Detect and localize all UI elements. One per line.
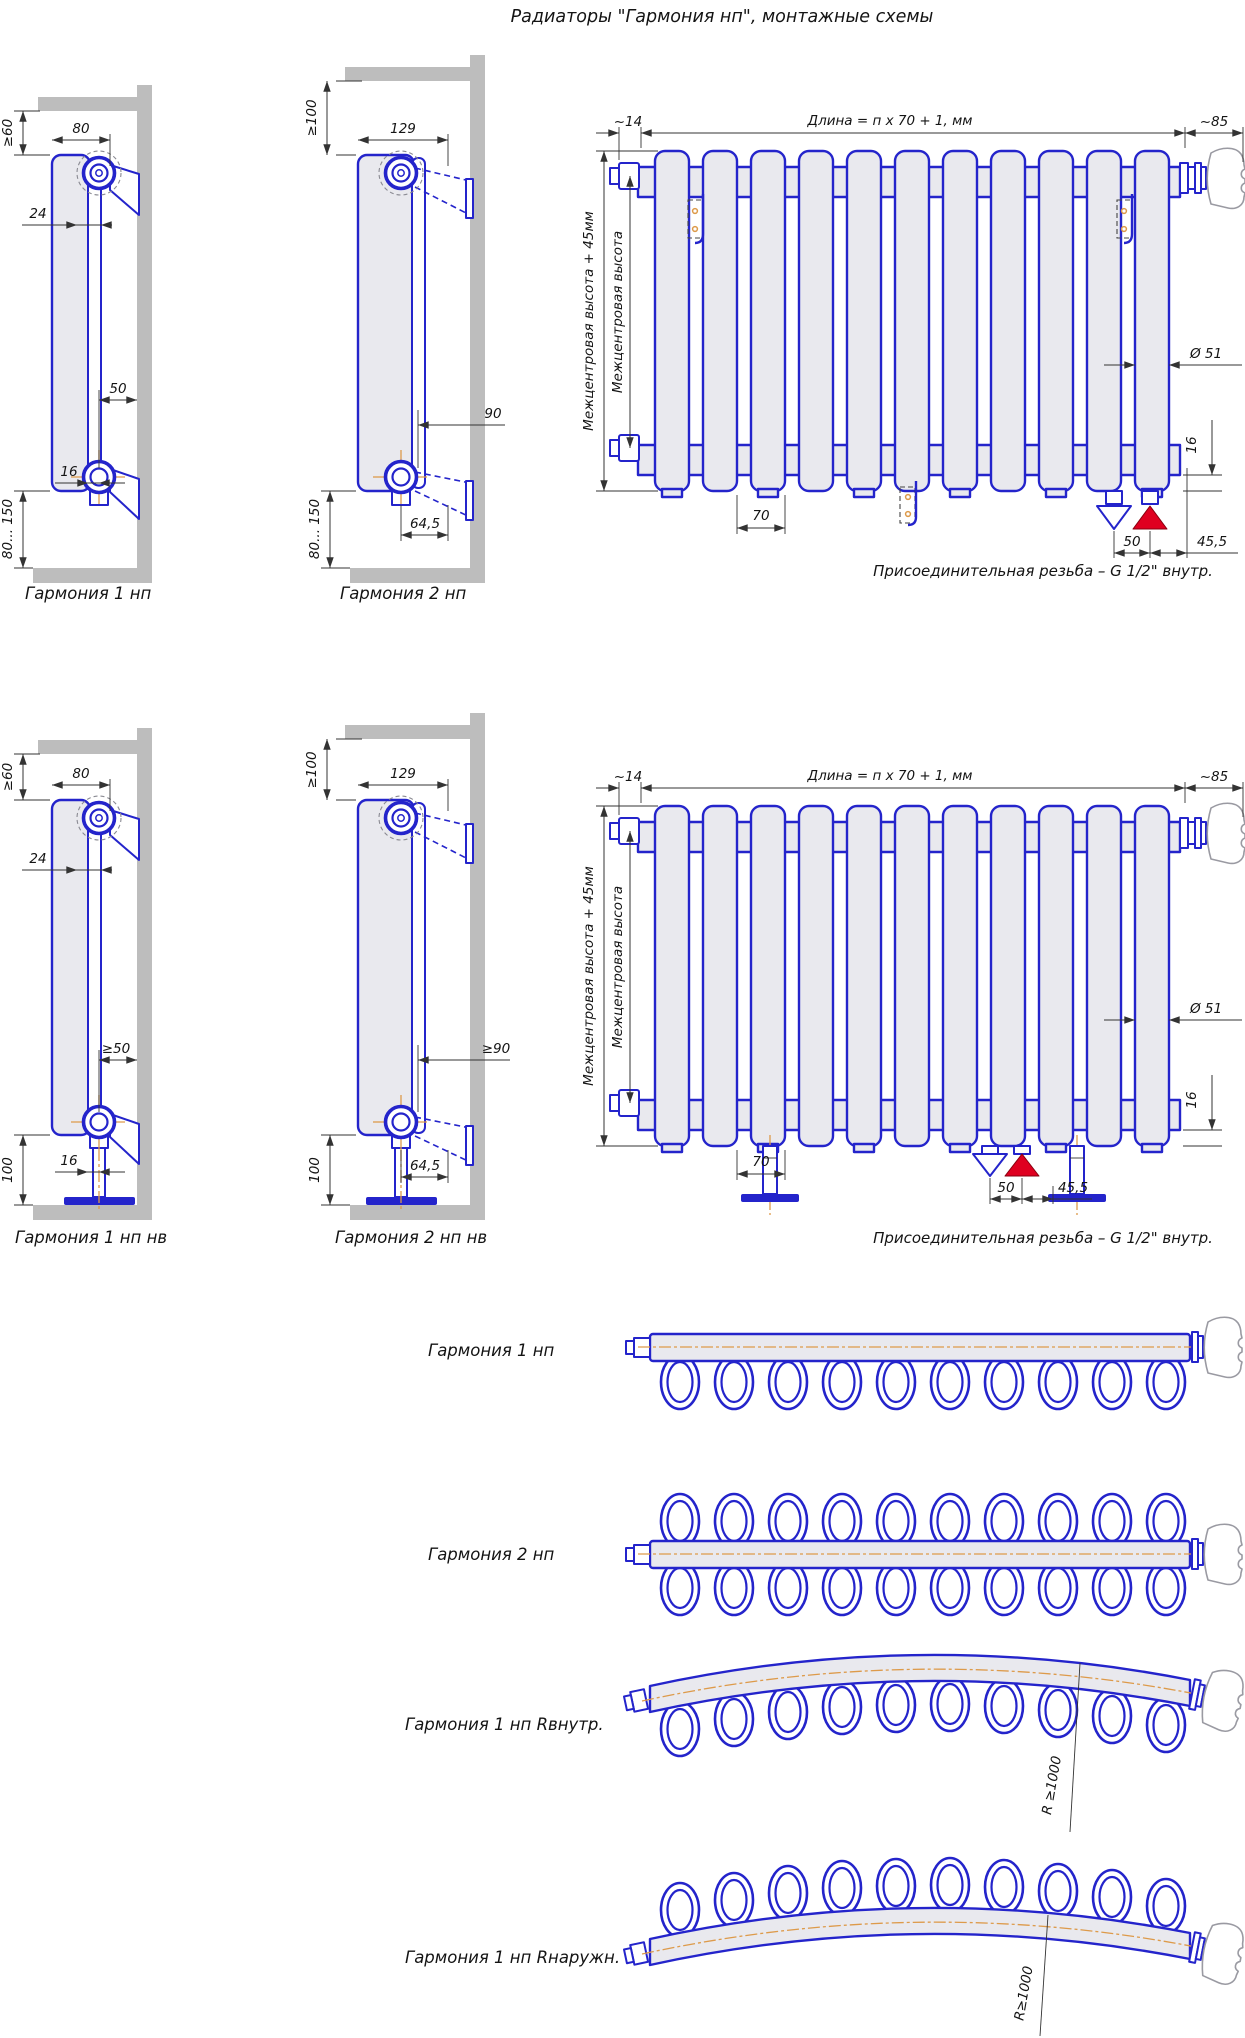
front-leg-icon xyxy=(741,1135,799,1215)
view-label: Гармония 1 нп Rвнутр. xyxy=(405,1715,604,1734)
side-view-harmony-1 xyxy=(0,85,152,603)
dim-section-pitch: 70 xyxy=(752,508,770,524)
dim-pipe-wall-gap: 90 xyxy=(484,406,502,422)
dim-depth: 16 xyxy=(1184,436,1200,454)
inlet-stub xyxy=(982,1146,998,1154)
top-valve-icon xyxy=(77,151,121,195)
end-plug xyxy=(623,1689,648,1713)
ceiling-surface xyxy=(38,97,137,111)
dim-radius: R≥1000 xyxy=(1011,1964,1037,2022)
dim-tube-offset: 24 xyxy=(29,851,47,867)
front-view-floor xyxy=(581,768,1245,1247)
radiator-body xyxy=(52,800,90,1135)
dim-center-height-outer: Межцентровая высота + 45мм xyxy=(581,866,597,1086)
ceiling-surface xyxy=(38,740,137,754)
ceiling-surface xyxy=(345,725,472,739)
valve-head-icon xyxy=(1186,1665,1245,1734)
dim-pipe-wall-gap: 50 xyxy=(109,381,127,397)
view-label: Гармония 1 нп Rнаружн. xyxy=(405,1948,621,1967)
dim-section-pitch: 70 xyxy=(752,1154,770,1170)
dim-length-formula: Длина = п x 70 + 1, мм xyxy=(807,768,973,784)
dim-ceiling-gap: ≥60 xyxy=(0,118,16,148)
dim-pipe-wall-gap: ≥50 xyxy=(101,1041,131,1057)
dim-inlet-gap: 50 xyxy=(997,1180,1015,1196)
floor-surface xyxy=(350,1205,470,1220)
dim-pipe-offset: 16 xyxy=(60,464,78,480)
view-label: Гармония 2 нп нв xyxy=(335,1228,488,1247)
top-view-radius-inner xyxy=(405,1655,1245,1832)
thread-note: Присоединительная резьба – G 1/2" внутр. xyxy=(873,562,1213,580)
side-view-harmony-2 xyxy=(304,55,505,603)
dim-valve-margin: ~85 xyxy=(1199,114,1229,130)
dim-tube-offset: 24 xyxy=(29,206,47,222)
dim-bracket-width: 129 xyxy=(390,121,416,137)
wall-bracket-icon xyxy=(466,1126,473,1165)
valve-head-icon xyxy=(1192,1317,1242,1377)
valve-head-icon xyxy=(1192,1524,1242,1584)
radiator-body xyxy=(52,155,90,491)
dim-pipe-offset: 64,5 xyxy=(409,1158,441,1174)
valve-head-icon xyxy=(1186,1918,1245,1987)
dim-center-height: Межцентровая высота xyxy=(610,885,626,1049)
row-top-views xyxy=(405,1317,1245,2036)
top-view-radius-outer xyxy=(405,1858,1245,2036)
dim-outlet-margin: 45,5 xyxy=(1196,534,1228,550)
radiator-tube xyxy=(412,803,425,1133)
radiator-front xyxy=(610,803,1245,1152)
dim-radius: R ≥1000 xyxy=(1039,1754,1066,1816)
radiator-body xyxy=(358,155,414,491)
ceiling-surface xyxy=(345,67,472,81)
top-valve-icon xyxy=(77,796,121,840)
flow-out-icon xyxy=(1005,1154,1039,1176)
view-label: Гармония 1 нп нв xyxy=(15,1228,168,1247)
dim-section-diameter: Ø 51 xyxy=(1189,1001,1223,1017)
dim-center-height-outer: Межцентровая высота + 45мм xyxy=(581,211,597,431)
dim-pipe-wall-gap: ≥90 xyxy=(481,1041,511,1057)
top-view-harmony-2 xyxy=(428,1494,1242,1615)
dim-end-margin: ~14 xyxy=(613,769,643,785)
side-view-harmony-2-floor xyxy=(304,713,510,1247)
dim-valve-margin: ~85 xyxy=(1199,769,1229,785)
radiator-body xyxy=(358,800,414,1135)
thread-note: Присоединительная резьба – G 1/2" внутр. xyxy=(873,1229,1213,1247)
end-plug xyxy=(623,1942,648,1966)
outlet-stub xyxy=(1014,1146,1030,1154)
dim-length-formula: Длина = п x 70 + 1, мм xyxy=(807,113,973,129)
dim-end-margin: ~14 xyxy=(613,114,643,130)
floor-surface xyxy=(33,568,152,583)
dim-floor-gap: 100 xyxy=(307,1157,323,1183)
wall-bracket-icon xyxy=(466,824,473,863)
top-valve-icon xyxy=(379,796,423,840)
dim-outlet-margin: 45,5 xyxy=(1057,1180,1089,1196)
view-label: Гармония 1 нп xyxy=(428,1341,555,1360)
dim-pipe-offset: 64,5 xyxy=(409,516,441,532)
dim-section-diameter: Ø 51 xyxy=(1189,346,1223,362)
dim-center-height: Межцентровая высота xyxy=(610,230,626,394)
top-view-harmony-1 xyxy=(428,1317,1242,1409)
view-label: Гармония 2 нп xyxy=(428,1545,555,1564)
row-wall-mounted xyxy=(0,55,1245,603)
sheet-title: Радиаторы "Гармония нп", монтажные схемы xyxy=(510,7,934,27)
dim-ceiling-gap: ≥100 xyxy=(304,99,320,137)
dim-bracket-width: 80 xyxy=(72,766,90,782)
top-valve-icon xyxy=(379,151,423,195)
radiator-front xyxy=(610,148,1245,497)
dim-ceiling-gap: ≥100 xyxy=(304,751,320,789)
dim-floor-gap: 80... 150 xyxy=(0,498,16,560)
end-plug xyxy=(626,1341,634,1354)
floor-surface xyxy=(33,1205,152,1220)
dim-floor-gap: 80... 150 xyxy=(307,498,323,560)
side-view-harmony-1-floor xyxy=(0,728,167,1247)
flow-in-icon xyxy=(973,1154,1007,1176)
floor-surface xyxy=(350,568,470,583)
flow-out-icon xyxy=(1133,506,1167,529)
wall-hook-icon xyxy=(688,194,703,243)
view-label: Гармония 1 нп xyxy=(25,584,152,603)
outlet-stub xyxy=(1142,491,1158,504)
wall-bracket-icon xyxy=(466,179,473,218)
dim-ceiling-gap: ≥60 xyxy=(0,762,16,792)
front-view-wall xyxy=(581,113,1245,580)
flow-in-icon xyxy=(1097,506,1131,529)
dim-floor-gap: 100 xyxy=(0,1157,16,1183)
dim-pipe-offset: 16 xyxy=(60,1153,78,1169)
dim-bracket-width: 80 xyxy=(72,121,90,137)
view-label: Гармония 2 нп xyxy=(340,584,467,603)
dim-bracket-width: 129 xyxy=(390,766,416,782)
row-floor-mounted xyxy=(0,713,1245,1247)
dim-inlet-gap: 50 xyxy=(1123,534,1141,550)
dim-depth: 16 xyxy=(1184,1091,1200,1109)
radiator-tube xyxy=(412,158,425,488)
end-plug xyxy=(626,1548,634,1561)
inlet-stub xyxy=(1106,491,1122,504)
wall-bracket-icon xyxy=(466,481,473,520)
